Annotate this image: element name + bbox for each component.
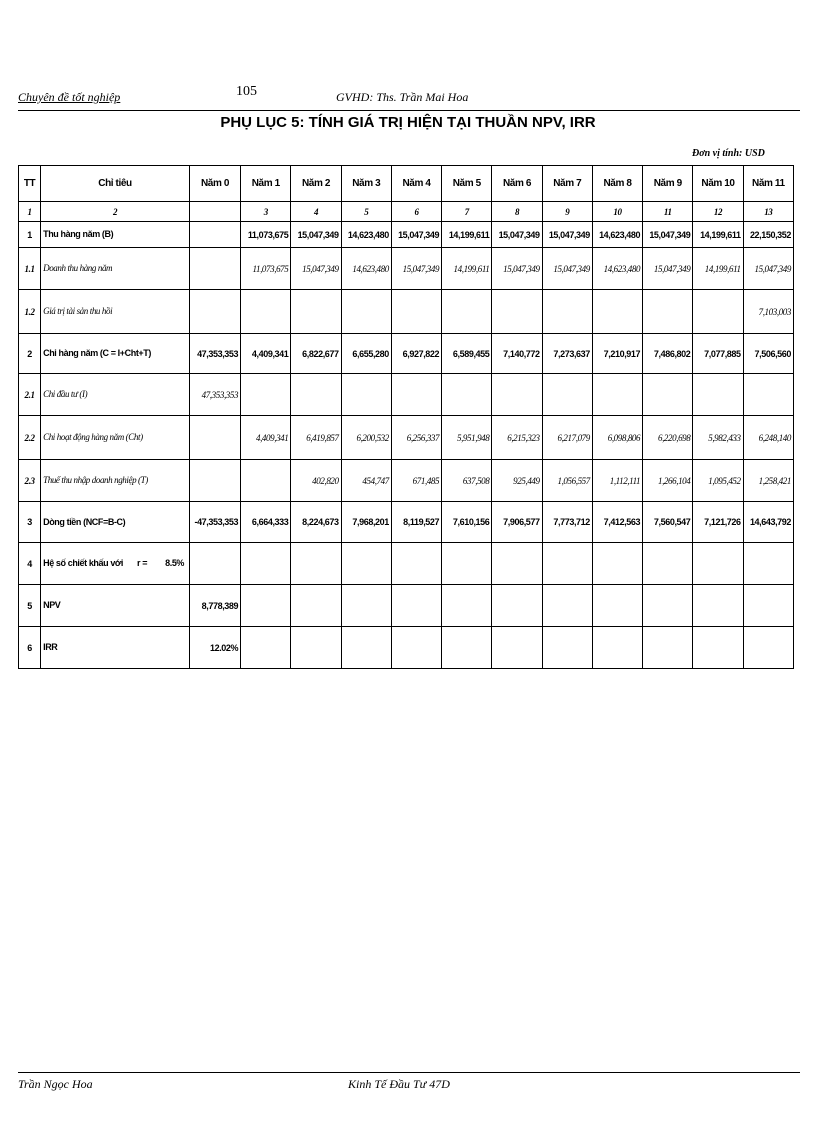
value-cell: 11,073,675 (241, 222, 291, 248)
table-row (19, 248, 794, 290)
value-cell: 11,073,675 (241, 248, 291, 290)
column-header: Chỉ tiêu (41, 166, 190, 202)
row-number: 4 (19, 543, 41, 585)
column-header: Năm 10 (693, 166, 743, 202)
row-label: Thu hàng năm (B) (41, 222, 190, 248)
value-cell: 14,623,480 (341, 222, 391, 248)
value-cell: 6,927,822 (391, 334, 441, 374)
value-cell (592, 585, 642, 627)
value-cell: 6,248,140 (743, 416, 793, 460)
row-label: Chi đầu tư (I) (41, 374, 190, 416)
value-cell (189, 460, 240, 502)
value-cell: 6,215,323 (492, 416, 542, 460)
column-header: Năm 8 (592, 166, 642, 202)
value-cell: 5,951,948 (442, 416, 492, 460)
value-cell (693, 543, 743, 585)
index-cell: 6 (391, 202, 441, 222)
value-cell (442, 585, 492, 627)
column-header: Năm 3 (341, 166, 391, 202)
unit-label: Đơn vị tính: USD (692, 148, 765, 159)
value-cell: 7,906,577 (492, 502, 542, 543)
value-cell (492, 543, 542, 585)
value-cell: 15,047,349 (291, 222, 341, 248)
index-cell: 9 (542, 202, 592, 222)
row-label: IRR (41, 627, 190, 669)
row-number: 1.2 (19, 290, 41, 334)
column-header: Năm 2 (291, 166, 341, 202)
value-cell: 6,822,677 (291, 334, 341, 374)
value-cell (743, 627, 793, 669)
page-number: 105 (236, 84, 257, 99)
column-header: Năm 6 (492, 166, 542, 202)
row-number: 2.1 (19, 374, 41, 416)
value-cell: 14,199,611 (442, 222, 492, 248)
value-cell (341, 585, 391, 627)
value-cell (693, 585, 743, 627)
value-cell: 14,623,480 (592, 248, 642, 290)
value-cell: 8,224,673 (291, 502, 341, 543)
value-cell (592, 627, 642, 669)
value-cell (341, 543, 391, 585)
value-cell: 5,982,433 (693, 416, 743, 460)
row-label: NPV (41, 585, 190, 627)
value-cell: 14,623,480 (592, 222, 642, 248)
row-number: 5 (19, 585, 41, 627)
value-cell: 7,077,885 (693, 334, 743, 374)
value-cell (442, 374, 492, 416)
value-cell (542, 585, 592, 627)
table-index-row (19, 202, 794, 222)
value-cell: 15,047,349 (492, 222, 542, 248)
value-cell: 1,095,452 (693, 460, 743, 502)
value-cell: 7,506,560 (743, 334, 793, 374)
value-cell (241, 585, 291, 627)
value-cell: -47,353,353 (189, 502, 240, 543)
value-cell (391, 374, 441, 416)
value-cell (643, 543, 693, 585)
row-number: 3 (19, 502, 41, 543)
value-cell (643, 290, 693, 334)
index-cell: 1 (19, 202, 41, 222)
value-cell (643, 585, 693, 627)
value-cell: 15,047,349 (542, 222, 592, 248)
column-header: Năm 1 (241, 166, 291, 202)
page-header (18, 84, 800, 111)
column-header: Năm 0 (189, 166, 240, 202)
index-cell: 7 (442, 202, 492, 222)
value-cell: 6,098,806 (592, 416, 642, 460)
value-cell: 6,589,455 (442, 334, 492, 374)
value-cell (341, 374, 391, 416)
index-cell: 2 (41, 202, 190, 222)
column-header: Năm 11 (743, 166, 793, 202)
value-cell: 47,353,353 (189, 374, 240, 416)
header-right-text: GVHD: Ths. Trần Mai Hoa (336, 90, 469, 104)
value-cell (341, 627, 391, 669)
value-cell (542, 374, 592, 416)
value-cell (341, 290, 391, 334)
value-cell (391, 543, 441, 585)
value-cell: 454,747 (341, 460, 391, 502)
row-label: Doanh thu hàng năm (41, 248, 190, 290)
value-cell (442, 627, 492, 669)
row-label: Dòng tiền (NCF=B-C) (41, 502, 190, 543)
value-cell: 15,047,349 (492, 248, 542, 290)
value-cell: 4,409,341 (241, 416, 291, 460)
value-cell: 15,047,349 (291, 248, 341, 290)
row-label: Thuế thu nhập doanh nghiệp (T) (41, 460, 190, 502)
value-cell (291, 290, 341, 334)
value-cell (542, 290, 592, 334)
value-cell: 15,047,349 (391, 248, 441, 290)
value-cell: 7,560,547 (643, 502, 693, 543)
value-cell (643, 627, 693, 669)
value-cell (743, 543, 793, 585)
value-cell (492, 627, 542, 669)
row-number: 2.3 (19, 460, 41, 502)
index-cell: 11 (643, 202, 693, 222)
value-cell (291, 627, 341, 669)
value-cell: 14,199,611 (442, 248, 492, 290)
value-cell (542, 543, 592, 585)
index-cell: 5 (341, 202, 391, 222)
value-cell: 12.02% (189, 627, 240, 669)
value-cell: 1,266,104 (643, 460, 693, 502)
table-row (19, 374, 794, 416)
row-number: 1.1 (19, 248, 41, 290)
page-footer (18, 1072, 800, 1091)
value-cell: 14,199,611 (693, 248, 743, 290)
table-row (19, 222, 794, 248)
rate-label: r = (137, 558, 148, 568)
column-header: Năm 4 (391, 166, 441, 202)
value-cell: 1,056,557 (542, 460, 592, 502)
value-cell (241, 460, 291, 502)
value-cell: 7,610,156 (442, 502, 492, 543)
value-cell: 7,273,637 (542, 334, 592, 374)
value-cell: 6,217,079 (542, 416, 592, 460)
value-cell (693, 627, 743, 669)
value-cell (592, 543, 642, 585)
value-cell: 7,968,201 (341, 502, 391, 543)
value-cell (391, 627, 441, 669)
value-cell: 402,820 (291, 460, 341, 502)
value-cell (189, 248, 240, 290)
value-cell (241, 543, 291, 585)
value-cell: 15,047,349 (391, 222, 441, 248)
column-header: Năm 7 (542, 166, 592, 202)
value-cell (743, 374, 793, 416)
value-cell (241, 627, 291, 669)
value-cell (442, 543, 492, 585)
value-cell (391, 585, 441, 627)
value-cell (643, 374, 693, 416)
index-cell: 4 (291, 202, 341, 222)
table-row (19, 460, 794, 502)
value-cell: 637,508 (442, 460, 492, 502)
value-cell: 7,773,712 (542, 502, 592, 543)
value-cell: 14,199,611 (693, 222, 743, 248)
value-cell: 8,778,389 (189, 585, 240, 627)
value-cell: 6,200,532 (341, 416, 391, 460)
index-cell: 3 (241, 202, 291, 222)
table-row (19, 416, 794, 460)
value-cell: 1,258,421 (743, 460, 793, 502)
value-cell: 14,643,792 (743, 502, 793, 543)
value-cell: 6,419,857 (291, 416, 341, 460)
value-cell (241, 290, 291, 334)
row-number: 6 (19, 627, 41, 669)
value-cell (241, 374, 291, 416)
value-cell (743, 585, 793, 627)
value-cell: 6,664,333 (241, 502, 291, 543)
value-cell: 22,150,352 (743, 222, 793, 248)
value-cell (189, 543, 240, 585)
value-cell (391, 290, 441, 334)
value-cell: 1,112,111 (592, 460, 642, 502)
header-left-text: Chuyên đề tốt nghiệp (18, 90, 121, 104)
value-cell: 15,047,349 (743, 248, 793, 290)
value-cell (693, 374, 743, 416)
value-cell: 15,047,349 (542, 248, 592, 290)
footer-left-text: Trần Ngọc Hoa (18, 1077, 93, 1091)
value-cell: 47,353,353 (189, 334, 240, 374)
table-row (19, 543, 794, 585)
rate-value: 8.5% (165, 558, 185, 568)
value-cell (189, 290, 240, 334)
value-cell: 925,449 (492, 460, 542, 502)
value-cell: 6,655,280 (341, 334, 391, 374)
index-cell: 13 (743, 202, 793, 222)
page-title: PHỤ LỤC 5: TÍNH GIÁ TRỊ HIỆN TẠI THUẦN NPV, IRR (220, 114, 596, 131)
row-number: 2 (19, 334, 41, 374)
index-cell: 10 (592, 202, 642, 222)
npv-irr-table (18, 165, 794, 669)
value-cell: 671,485 (391, 460, 441, 502)
row-label: Chi hoạt động hàng năm (Cht) (41, 416, 190, 460)
row-number: 2.2 (19, 416, 41, 460)
row-number: 1 (19, 222, 41, 248)
value-cell: 7,412,563 (592, 502, 642, 543)
row-label-text: Hệ số chiết khấu với (43, 558, 124, 568)
value-cell (492, 290, 542, 334)
value-cell: 8,119,527 (391, 502, 441, 543)
table-header-row (19, 166, 794, 202)
value-cell: 15,047,349 (643, 222, 693, 248)
value-cell: 14,623,480 (341, 248, 391, 290)
value-cell (492, 585, 542, 627)
value-cell (542, 627, 592, 669)
table-row (19, 334, 794, 374)
table-row (19, 585, 794, 627)
value-cell: 4,409,341 (241, 334, 291, 374)
value-cell (592, 290, 642, 334)
value-cell (189, 416, 240, 460)
value-cell: 7,486,802 (643, 334, 693, 374)
value-cell (291, 374, 341, 416)
index-cell: 12 (693, 202, 743, 222)
value-cell: 6,220,698 (643, 416, 693, 460)
value-cell: 7,103,003 (743, 290, 793, 334)
index-cell (189, 202, 240, 222)
table-row (19, 290, 794, 334)
value-cell: 6,256,337 (391, 416, 441, 460)
footer-right-text: Kinh Tế Đầu Tư 47D (348, 1077, 450, 1091)
value-cell (291, 543, 341, 585)
value-cell (291, 585, 341, 627)
value-cell (492, 374, 542, 416)
value-cell: 7,210,917 (592, 334, 642, 374)
row-label (41, 543, 190, 585)
column-header: Năm 9 (643, 166, 693, 202)
table-row (19, 627, 794, 669)
value-cell: 15,047,349 (643, 248, 693, 290)
index-cell: 8 (492, 202, 542, 222)
value-cell: 7,140,772 (492, 334, 542, 374)
value-cell: 7,121,726 (693, 502, 743, 543)
column-header: Năm 5 (442, 166, 492, 202)
value-cell (189, 222, 240, 248)
table-row (19, 502, 794, 543)
value-cell (442, 290, 492, 334)
row-label: Chi hàng năm (C = I+Cht+T) (41, 334, 190, 374)
column-header: TT (19, 166, 41, 202)
row-label: Giá trị tài sản thu hồi (41, 290, 190, 334)
value-cell (693, 290, 743, 334)
value-cell (592, 374, 642, 416)
